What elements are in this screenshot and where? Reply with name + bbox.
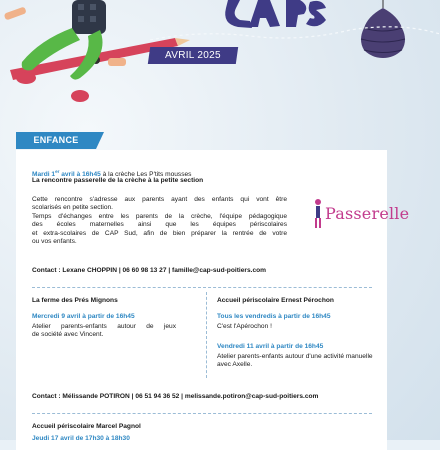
contact-line-1: Contact : Lexane CHOPPIN | 06 60 98 13 27 | famille@cap-sud-poitiers.com xyxy=(32,267,267,274)
month-label: AVRIL 2025 xyxy=(165,50,221,61)
lantern-graphic xyxy=(361,0,405,58)
section-tab-enfance xyxy=(16,132,96,149)
section-title: ENFANCE xyxy=(33,135,79,145)
event1-place: à la crèche Les P'tits mousses xyxy=(100,171,192,179)
right-block-title: Accueil périscolaire Ernest Pérochon xyxy=(217,297,334,304)
right-block-date1: Tous les vendredis à partir de 16h45 xyxy=(217,313,331,320)
event1-paragraph1 xyxy=(32,196,287,213)
event1-para2-line3: et extra-scolaires de CAP Sud, afin de bien préparer la rentrée de votre xyxy=(32,229,287,237)
bottom-block-title: Accueil périscolaire Marcel Pagnol xyxy=(32,423,141,430)
right-block-text2 xyxy=(217,353,377,370)
event1-para1-line1: Cette rencontre s'adresse aux parents ayant des enfants qui vont être xyxy=(32,196,287,203)
divider-2 xyxy=(32,413,372,414)
event1-date-sup: er xyxy=(55,169,60,174)
event1-para2-line4: ou vos enfants. xyxy=(32,238,77,246)
passerelle-logo-text: Passerelle xyxy=(325,204,410,223)
bottom-block-date: Jeudi 17 avril de 17h30 à 18h30 xyxy=(32,435,130,442)
left-block-title: La ferme des Prés Mignons xyxy=(32,297,118,304)
right-block-text2-line2: avec Axelle. xyxy=(217,361,253,369)
right-block-text1: C'est l'Apérochon ! xyxy=(217,323,272,330)
column-divider xyxy=(206,292,207,378)
passerelle-logo xyxy=(311,196,410,234)
event1-paragraph2 xyxy=(32,213,287,247)
divider-1 xyxy=(32,287,372,288)
right-block-date2: Vendredi 11 avril à partir de 16h45 xyxy=(217,343,324,350)
event1-para1-line2: scolarisés en petite section. xyxy=(32,204,113,212)
event1-para2-line1: Temps d'échanges entre les parents de la crèche, l'équipe pédagogique xyxy=(32,213,287,220)
event1-para2-line2: des écoles maternelles ainsi que les équipes périscolaires xyxy=(32,221,287,229)
contact-line-2: Contact : Mélissande POTIRON | 06 51 94 36 52 | melissande.potiron@cap-sud-poitiers.com xyxy=(32,393,319,400)
left-block-date: Mercredi 9 avril à partir de 16h45 xyxy=(32,313,135,320)
heading-letters-graphic xyxy=(225,0,252,28)
left-block-line1: Atelier parents-enfants autour de jeux xyxy=(32,323,176,330)
passerelle-figure-icon xyxy=(311,198,325,232)
event1-date-rest: avril à 16h45 xyxy=(59,171,101,179)
right-block-text2-line1: Atelier parents-enfants autour d'une activité manuelle xyxy=(217,353,373,360)
left-block-line2: de société avec Vincent. xyxy=(32,331,104,339)
left-block-text xyxy=(32,323,176,340)
month-badge xyxy=(148,47,238,64)
event1-title: La rencontre passerelle de la crèche à la petite section xyxy=(32,177,204,184)
event1-date: Mardi 1 xyxy=(32,171,56,179)
character-graphic xyxy=(4,0,126,102)
